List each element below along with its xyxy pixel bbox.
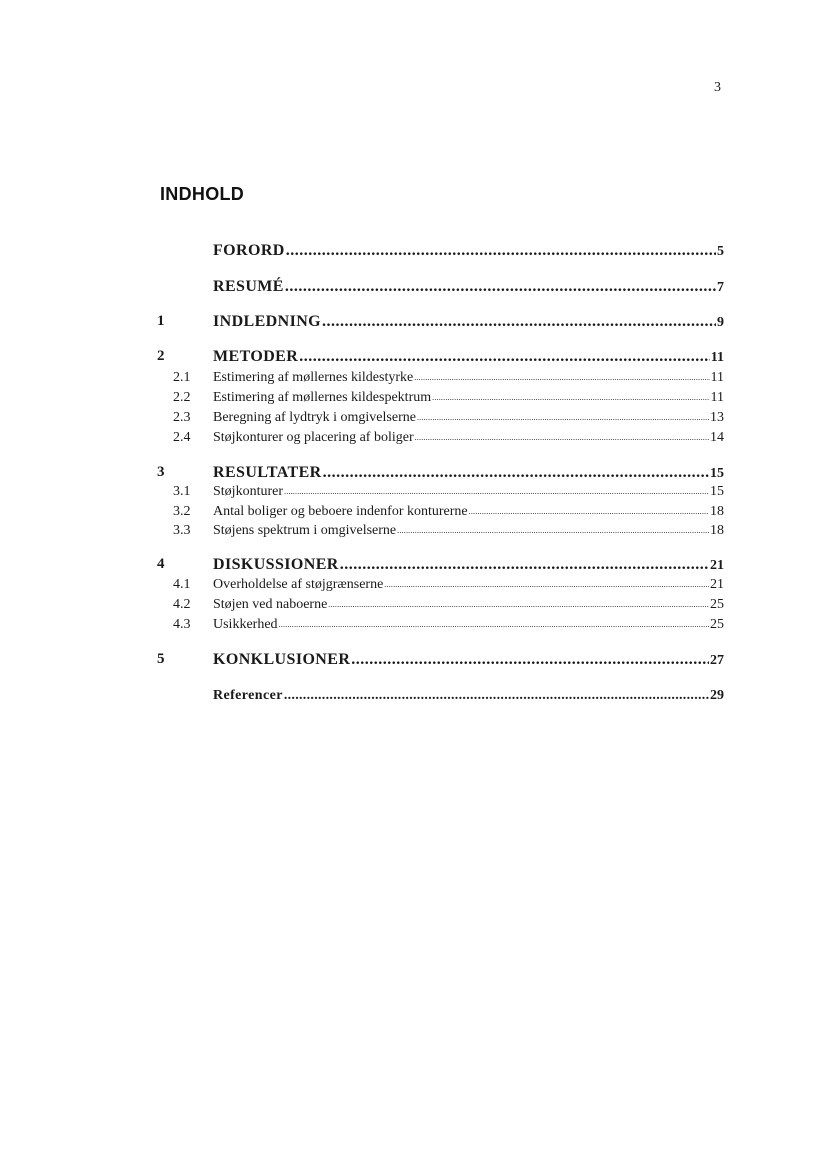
toc-entry-page: 11 (710, 350, 724, 365)
toc-entry-indledning[interactable] (0, 313, 827, 333)
dot-leader (328, 600, 709, 609)
toc-entry-title: Usikkerhed (213, 617, 278, 632)
dot-leader (415, 433, 709, 442)
dot-leader (284, 487, 709, 496)
toc-entry-2-2[interactable] (0, 390, 827, 410)
dot-leader (414, 373, 709, 382)
toc-entry-resume[interactable] (0, 278, 827, 298)
toc-entry-page: 5 (717, 244, 724, 259)
toc-entry-title: INDLEDNING (213, 313, 322, 330)
toc-entry-page: 13 (710, 410, 724, 425)
toc-entry-title: Støjens spektrum i omgivelserne (213, 523, 397, 538)
toc-entry-number: 4.3 (173, 617, 191, 632)
toc-entry-title: DISKUSSIONER (213, 556, 339, 573)
toc-entry-3-2[interactable] (0, 504, 827, 524)
toc-entry-number: 4 (157, 556, 165, 572)
dot-leader (279, 620, 709, 629)
toc-entry-metoder[interactable] (0, 348, 827, 368)
toc-entry-3-3[interactable] (0, 523, 827, 543)
toc-entry-title: Støjkonturer og placering af boliger (213, 430, 414, 445)
toc-entry-number: 4.1 (173, 577, 191, 592)
toc-entry-number: 2.4 (173, 430, 191, 445)
toc-entry-page: 27 (710, 653, 724, 668)
toc-entry-konklusioner[interactable] (0, 651, 827, 671)
dot-leader (299, 348, 710, 366)
toc-entry-title: Estimering af møllernes kildestyrke (213, 370, 414, 385)
toc-entry-page: 11 (710, 370, 724, 385)
toc-entry-page: 15 (710, 466, 724, 481)
toc-entry-number: 2.3 (173, 410, 191, 425)
toc-entry-page: 21 (710, 577, 724, 592)
toc-entry-title: Beregning af lydtryk i omgivelserne (213, 410, 416, 425)
toc-entry-page: 9 (717, 315, 724, 330)
toc-entry-title: Estimering af møllernes kildespektrum (213, 390, 432, 405)
toc-entry-page: 14 (710, 430, 724, 445)
toc-entry-page: 25 (710, 617, 724, 632)
toc-entry-title: KONKLUSIONER (213, 651, 351, 668)
dot-leader (432, 393, 709, 402)
toc-entry-number: 4.2 (173, 597, 191, 612)
toc-entry-3-1[interactable] (0, 484, 827, 504)
toc-entry-number: 3.2 (173, 504, 191, 519)
dot-leader (417, 413, 709, 422)
dot-leader (384, 580, 709, 589)
toc-entry-title: RESUMÉ (213, 278, 284, 295)
toc-entry-page: 29 (710, 688, 724, 703)
toc-entry-page: 21 (710, 558, 724, 573)
toc-entry-number: 5 (157, 651, 165, 667)
dot-leader (286, 242, 716, 260)
toc-entry-number: 2.2 (173, 390, 191, 405)
toc-entry-title: METODER (213, 348, 299, 365)
toc-entry-2-3[interactable] (0, 410, 827, 430)
toc-entry-title: RESULTATER (213, 464, 322, 481)
toc-entry-title: Antal boliger og beboere indenfor konturerne (213, 504, 468, 519)
toc-entry-2-1[interactable] (0, 370, 827, 390)
toc-entry-title: Støjen ved naboerne (213, 597, 328, 612)
dot-leader (285, 278, 716, 296)
toc-entry-page: 18 (710, 504, 724, 519)
dot-leader (351, 651, 709, 669)
toc-entry-4-3[interactable] (0, 617, 827, 637)
toc-entry-number: 2 (157, 348, 165, 364)
page-number: 3 (714, 80, 721, 95)
toc-entry-number: 1 (157, 313, 165, 329)
toc-entry-resultater[interactable] (0, 464, 827, 484)
toc-entry-number: 2.1 (173, 370, 191, 385)
toc-entry-2-4[interactable] (0, 430, 827, 450)
dot-leader (469, 507, 709, 516)
dot-leader (397, 526, 709, 535)
dot-leader (284, 688, 709, 704)
toc-entry-4-1[interactable] (0, 577, 827, 597)
dot-leader (322, 313, 716, 331)
toc-entry-title: Støjkonturer (213, 484, 283, 499)
dot-leader (340, 556, 709, 574)
toc-entry-page: 11 (710, 390, 724, 405)
toc-entry-number: 3 (157, 464, 165, 480)
dot-leader (323, 464, 709, 482)
toc-entry-page: 18 (710, 523, 724, 538)
toc-entry-diskussioner[interactable] (0, 556, 827, 576)
toc-entry-forord[interactable] (0, 242, 827, 262)
toc-entry-number: 3.3 (173, 523, 191, 538)
toc-entry-page: 15 (710, 484, 724, 499)
toc-heading: INDHOLD (160, 184, 245, 204)
toc-entry-page: 25 (710, 597, 724, 612)
toc-entry-title: FORORD (213, 242, 285, 259)
toc-entry-page: 7 (717, 280, 724, 295)
toc-entry-title: Overholdelse af støjgrænserne (213, 577, 384, 592)
toc-entry-title: Referencer (213, 688, 283, 703)
toc-entry-referencer[interactable] (0, 688, 827, 708)
toc-entry-number: 3.1 (173, 484, 191, 499)
toc-entry-4-2[interactable] (0, 597, 827, 617)
